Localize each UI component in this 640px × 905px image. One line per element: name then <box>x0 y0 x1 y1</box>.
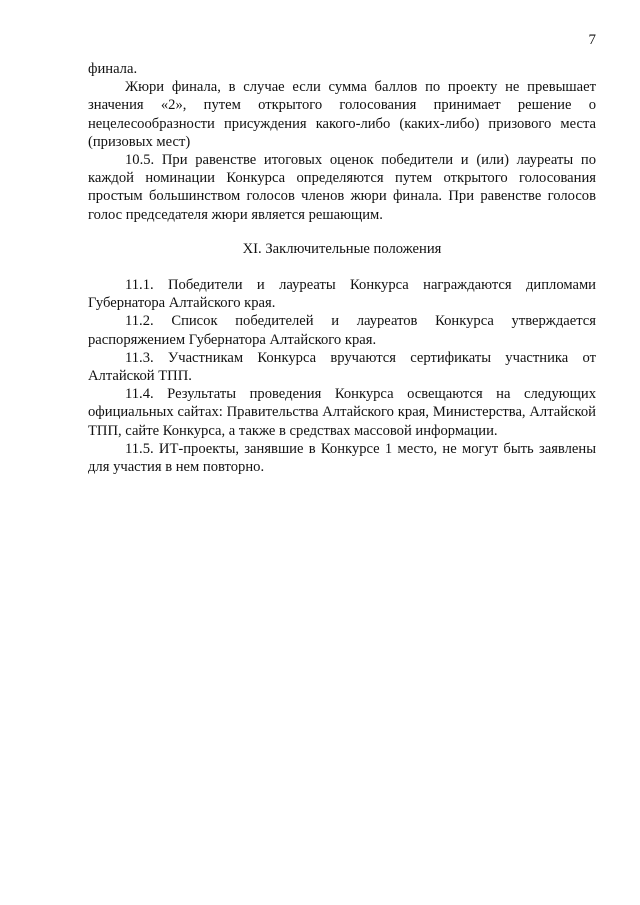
paragraph-continuation: финала. <box>88 61 138 77</box>
paragraph-11-4: 11.4. Результаты проведения Конкурса освещаются на следующих официальных сайтах: Правительства Алтайского края, Министерства, Алтайской ТПП, сайте Конкурса, а также в средствах массовой информации. <box>88 386 596 439</box>
paragraph-11-3: 11.3. Участникам Конкурса вручаются сертификаты участника от Алтайской ТПП. <box>88 349 596 385</box>
paragraph-10-5: 10.5. При равенстве итоговых оценок победители и (или) лауреаты по каждой номинации Конкурса определяются путем открытого голосования простым большинством голосов членов жюри финала. При равенстве голосов голос председателя жюри является решающим. <box>88 152 596 223</box>
section-title: XI. Заключительные положения <box>242 240 442 257</box>
paragraph-jury-final: Жюри финала, в случае если сумма баллов по проекту не превышает значения «2», путем открытого голосования принимает решение о нецелесообразности присуждения какого-либо (каких-либо) призового места (призовых мест) <box>88 79 596 150</box>
paragraph-11-5: 11.5. ИТ-проекты, занявшие в Конкурсе 1 место, не могут быть заявлены для участия в нем повторно. <box>88 440 596 476</box>
document-body <box>88 60 596 476</box>
paragraph-11-1: 11.1. Победители и лауреаты Конкурса награждаются дипломами Губернатора Алтайского края. <box>88 277 596 312</box>
paragraph-11-2: 11.2. Список победителей и лауреатов Конкурса утверждается распоряжением Губернатора Алтайского края. <box>88 313 596 348</box>
page-number: 7 <box>588 32 596 48</box>
